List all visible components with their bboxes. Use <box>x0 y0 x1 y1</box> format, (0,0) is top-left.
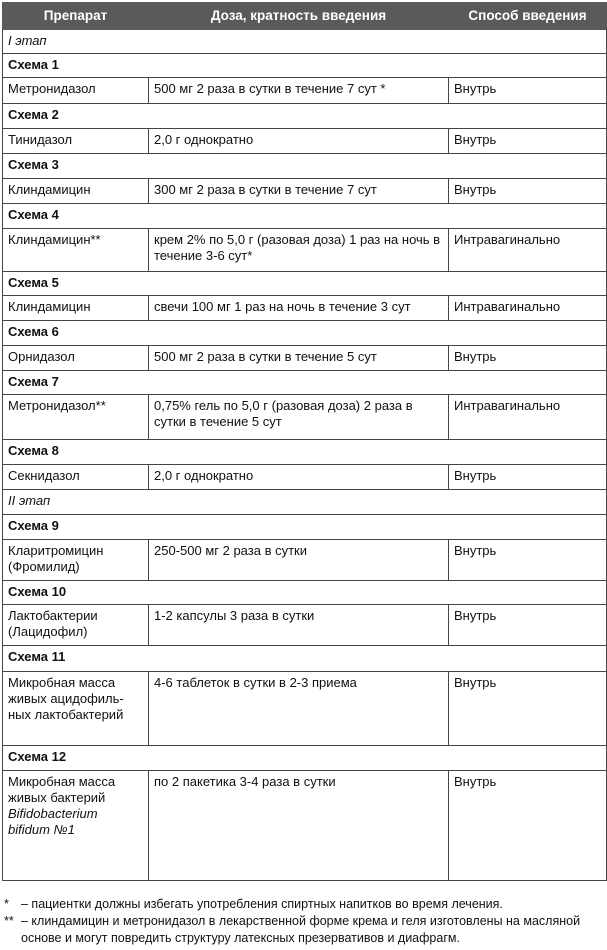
footnote-text: – пациентки должны избегать употребления спиртных напитков во время лечения. <box>21 897 503 911</box>
header-drug: Препарат <box>3 3 149 30</box>
stage-row <box>3 30 607 54</box>
scheme-row <box>3 746 607 771</box>
dose-text: 2,0 г однократно <box>154 132 254 147</box>
route-cell <box>449 540 607 581</box>
route-cell <box>449 395 607 440</box>
dose-cell <box>149 296 449 321</box>
drug-text: Метронидазол** <box>8 398 106 413</box>
table-row <box>3 78 607 104</box>
dose-cell <box>149 605 449 646</box>
drug-cell <box>3 346 149 371</box>
drug-text: Клиндамицин <box>8 299 91 314</box>
scheme-label: Схема 7 <box>3 371 607 395</box>
scheme-row <box>3 440 607 465</box>
header-route: Способ введения <box>449 3 607 30</box>
drug-cell <box>3 540 149 581</box>
footnotes <box>4 896 604 947</box>
scheme-label: Схема 9 <box>3 515 607 540</box>
scheme-row <box>3 371 607 395</box>
route-cell <box>449 672 607 746</box>
stage-row <box>3 490 607 515</box>
drug-cell <box>3 672 149 746</box>
route-text: Внутрь <box>454 675 497 690</box>
scheme-row <box>3 646 607 672</box>
table-row <box>3 179 607 204</box>
scheme-row <box>3 154 607 179</box>
table-row <box>3 465 607 490</box>
dose-cell <box>149 229 449 272</box>
dose-cell <box>149 395 449 440</box>
drug-text: Метронидазол <box>8 81 96 96</box>
scheme-label: Схема 3 <box>3 154 607 179</box>
table-row <box>3 346 607 371</box>
drug-text: Орнидазол <box>8 349 75 364</box>
dose-text: 2,0 г однократно <box>154 468 254 483</box>
table-row <box>3 771 607 881</box>
footnote-text: – клиндамицин и метронидазол в лекарственной форме крема и геля изготовлены на масляной основе и могут повредить структуру латексных презервативов и диафрагм. <box>21 914 581 945</box>
drug-cell <box>3 395 149 440</box>
drug-cell <box>3 296 149 321</box>
drug-text: Лактобактерии (Лацидофил) <box>8 608 98 639</box>
dose-text: крем 2% по 5,0 г (разовая доза) 1 раз на ночь в течение 3-6 сут* <box>154 232 441 263</box>
drug-cell <box>3 179 149 204</box>
route-cell <box>449 78 607 104</box>
route-text: Внутрь <box>454 81 497 96</box>
route-cell <box>449 296 607 321</box>
dose-text: 0,75% гель по 5,0 г (разовая доза) 2 раза в сутки в течение 5 сут <box>154 398 413 429</box>
scheme-label: Схема 4 <box>3 204 607 229</box>
dose-cell <box>149 346 449 371</box>
scheme-row <box>3 581 607 605</box>
drug-cell <box>3 78 149 104</box>
drug-cell <box>3 605 149 646</box>
scheme-row <box>3 204 607 229</box>
table-row <box>3 296 607 321</box>
scheme-label: Схема 11 <box>3 646 607 672</box>
scheme-label: Схема 10 <box>3 581 607 605</box>
drug-cell <box>3 229 149 272</box>
drug-text: Секнидазол <box>8 468 80 483</box>
route-text: Внутрь <box>454 543 497 558</box>
route-cell <box>449 229 607 272</box>
scheme-label: Схема 5 <box>3 272 607 296</box>
drug-cell <box>3 129 149 154</box>
route-text: Внутрь <box>454 182 497 197</box>
dose-text: 500 мг 2 раза в сутки в течение 7 сут * <box>154 81 386 96</box>
route-text: Интравагинально <box>454 299 561 314</box>
route-text: Внутрь <box>454 468 497 483</box>
table-row <box>3 395 607 440</box>
dose-cell <box>149 540 449 581</box>
route-text: Внутрь <box>454 774 497 789</box>
scheme-label: Схема 6 <box>3 321 607 346</box>
route-text: Интравагинально <box>454 398 561 413</box>
drug-text: Микробная масса живых бактерий <box>8 774 116 805</box>
footnote <box>4 896 604 913</box>
route-cell <box>449 346 607 371</box>
scheme-row <box>3 104 607 129</box>
drug-text: Клиндамицин** <box>8 232 101 247</box>
footnote-mark: * <box>4 897 9 911</box>
route-cell <box>449 129 607 154</box>
route-text: Внутрь <box>454 349 497 364</box>
dose-text: 500 мг 2 раза в сутки в течение 5 сут <box>154 349 377 364</box>
stage-label: II этап <box>3 490 607 515</box>
dose-text: свечи 100 мг 1 раз на ночь в течение 3 сут <box>154 299 411 314</box>
scheme-label: Схема 1 <box>3 54 607 78</box>
footnote <box>4 913 604 947</box>
drug-text: Клиндамицин <box>8 182 91 197</box>
table-row <box>3 540 607 581</box>
route-cell <box>449 605 607 646</box>
scheme-label: Схема 2 <box>3 104 607 129</box>
scheme-row <box>3 54 607 78</box>
dose-cell <box>149 672 449 746</box>
route-text: Интравагинально <box>454 232 561 247</box>
route-cell <box>449 179 607 204</box>
drug-text: Кларитромицин (Фромилид) <box>8 543 104 574</box>
route-cell <box>449 465 607 490</box>
drug-text: Тинидазол <box>8 132 73 147</box>
table-header <box>3 3 607 30</box>
dose-text: 250-500 мг 2 раза в сутки <box>154 543 307 558</box>
table-row <box>3 672 607 746</box>
drug-latin-name: Bifidobacterium bifidum №1 <box>8 806 98 837</box>
dose-cell <box>149 771 449 881</box>
route-text: Внутрь <box>454 132 497 147</box>
header-dose: Доза, кратность введения <box>149 3 449 30</box>
stage-label: I этап <box>3 30 607 54</box>
scheme-label: Схема 8 <box>3 440 607 465</box>
drug-text: Микробная масса живых ацидофиль-ных лактобактерий <box>8 675 124 722</box>
dose-text: 1-2 капсулы 3 раза в сутки <box>154 608 315 623</box>
dose-cell <box>149 129 449 154</box>
scheme-row <box>3 515 607 540</box>
table-row <box>3 129 607 154</box>
drug-cell <box>3 465 149 490</box>
scheme-label: Схема 12 <box>3 746 607 771</box>
route-text: Внутрь <box>454 608 497 623</box>
drug-cell <box>3 771 149 881</box>
route-cell <box>449 771 607 881</box>
dose-cell <box>149 465 449 490</box>
dose-cell <box>149 78 449 104</box>
table-row <box>3 229 607 272</box>
dose-text: 4-6 таблеток в сутки в 2-3 приема <box>154 675 357 690</box>
footnote-mark: ** <box>4 914 14 928</box>
treatment-table <box>2 2 607 881</box>
scheme-row <box>3 272 607 296</box>
dose-cell <box>149 179 449 204</box>
dose-text: 300 мг 2 раза в сутки в течение 7 сут <box>154 182 377 197</box>
scheme-row <box>3 321 607 346</box>
table-row <box>3 605 607 646</box>
dose-text: по 2 пакетика 3-4 раза в сутки <box>154 774 336 789</box>
